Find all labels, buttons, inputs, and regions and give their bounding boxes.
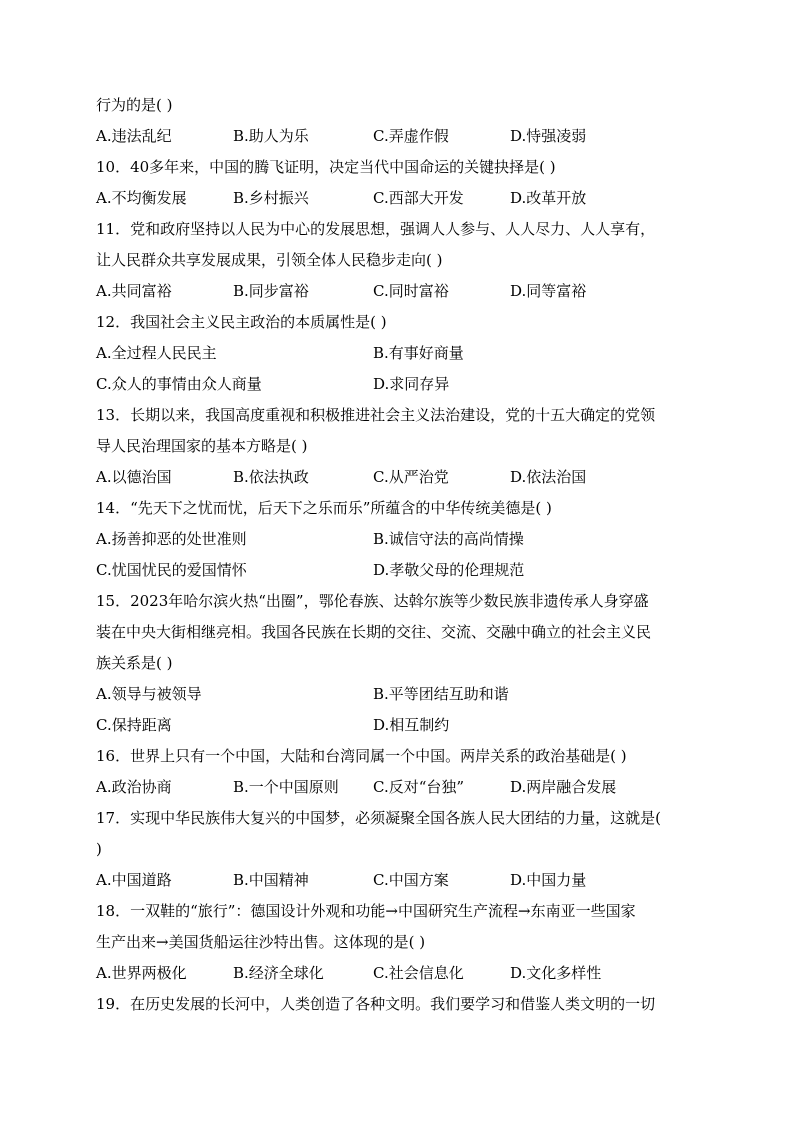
answer-option: B.一个中国原则 <box>233 778 339 796</box>
options-row <box>96 679 696 710</box>
question-stem-line: ) <box>96 840 102 858</box>
question-stem-line: 10．40多年来，中国的腾飞证明，决定当代中国命运的关键抉择是( ) <box>96 158 556 176</box>
question-stem-line: 19．在历史发展的长河中，人类创造了各种文明。我们要学习和借鉴人类文明的一切 <box>96 995 656 1013</box>
options-row <box>96 338 696 369</box>
options-row <box>96 183 696 214</box>
answer-option: D.相互制约 <box>373 716 450 734</box>
question-stem-line: 生产出来→美国货船运往沙特出售。这体现的是( ) <box>96 933 426 951</box>
answer-option: D.孝敬父母的伦理规范 <box>373 561 525 579</box>
answer-option: B.依法执政 <box>233 468 309 486</box>
options-row <box>96 710 696 741</box>
answer-option: A.扬善抑恶的处世准则 <box>96 530 247 548</box>
answer-option: D.文化多样性 <box>510 964 602 982</box>
question-stem-line: 族关系是( ) <box>96 654 173 672</box>
question-stem-line: 装在中央大街相继亮相。我国各民族在长期的交往、交流、交融中确立的社会主义民 <box>96 623 652 641</box>
answer-option: D.改革开放 <box>510 189 587 207</box>
answer-option: A.中国道路 <box>96 871 172 889</box>
answer-option: B.助人为乐 <box>233 127 309 145</box>
answer-option: C.同时富裕 <box>373 282 449 300</box>
answer-option: C.忧国忧民的爱国情怀 <box>96 561 247 579</box>
answer-option: A.领导与被领导 <box>96 685 202 703</box>
answer-option: B.经济全球化 <box>233 964 324 982</box>
answer-option: B.有事好商量 <box>373 344 464 362</box>
answer-option: A.不均衡发展 <box>96 189 187 207</box>
question-stem-line: 12．我国社会主义民主政治的本质属性是( ) <box>96 313 387 331</box>
options-row <box>96 555 696 586</box>
answer-option: A.世界两极化 <box>96 964 187 982</box>
answer-option: A.全过程人民民主 <box>96 344 217 362</box>
answer-option: D.中国力量 <box>510 871 587 889</box>
answer-option: D.求同存异 <box>373 375 450 393</box>
options-row <box>96 865 696 896</box>
answer-option: A.政治协商 <box>96 778 172 796</box>
answer-option: D.两岸融合发展 <box>510 778 617 796</box>
answer-option: C.保持距离 <box>96 716 172 734</box>
answer-option: A.共同富裕 <box>96 282 172 300</box>
question-stem-line: 16．世界上只有一个中国，大陆和台湾同属一个中国。两岸关系的政治基础是( ) <box>96 747 627 765</box>
answer-option: C.弄虚作假 <box>373 127 449 145</box>
answer-option: B.乡村振兴 <box>233 189 309 207</box>
answer-option: A.违法乱纪 <box>96 127 172 145</box>
options-row <box>96 121 696 152</box>
question-stem-line: 14．“先天下之忧而忧，后天下之乐而乐”所蕴含的中华传统美德是( ) <box>96 499 552 517</box>
question-stem-line: 让人民群众共享发展成果，引领全体人民稳步走向( ) <box>96 251 443 269</box>
question-stem-line: 15．2023年哈尔滨火热“出圈”，鄂伦春族、达斡尔族等少数民族非遗传承人身穿盛 <box>96 592 649 610</box>
answer-option: C.社会信息化 <box>373 964 464 982</box>
question-stem-line: 行为的是( ) <box>96 96 173 114</box>
answer-option: B.同步富裕 <box>233 282 309 300</box>
answer-option: C.反对“台独” <box>373 778 465 796</box>
question-stem-line: 17．实现中华民族伟大复兴的中国梦，必须凝聚全国各族人民大团结的力量，这就是( <box>96 809 661 827</box>
answer-option: B.平等团结互助和谐 <box>373 685 509 703</box>
options-row <box>96 958 696 989</box>
options-row <box>96 369 696 400</box>
answer-option: D.同等富裕 <box>510 282 587 300</box>
options-row <box>96 772 696 803</box>
answer-option: D.恃强凌弱 <box>510 127 587 145</box>
question-stem-line: 13．长期以来，我国高度重视和积极推进社会主义法治建设，党的十五大确定的党领 <box>96 406 656 424</box>
answer-option: C.从严治党 <box>373 468 449 486</box>
options-row <box>96 524 696 555</box>
question-stem-line: 11．党和政府坚持以人民为中心的发展思想，强调人人参与、人人尽力、人人享有， <box>96 220 656 238</box>
answer-option: C.西部大开发 <box>373 189 464 207</box>
answer-option: A.以德治国 <box>96 468 172 486</box>
answer-option: B.诚信守法的高尚情操 <box>373 530 524 548</box>
answer-option: B.中国精神 <box>233 871 309 889</box>
question-stem-line: 18．一双鞋的“旅行”：德国设计外观和功能→中国研究生产流程→东南亚一些国家 <box>96 902 636 920</box>
answer-option: C.众人的事情由众人商量 <box>96 375 262 393</box>
answer-option: C.中国方案 <box>373 871 449 889</box>
question-stem-line: 导人民治理国家的基本方略是( ) <box>96 437 308 455</box>
options-row <box>96 462 696 493</box>
answer-option: D.依法治国 <box>510 468 587 486</box>
options-row <box>96 276 696 307</box>
